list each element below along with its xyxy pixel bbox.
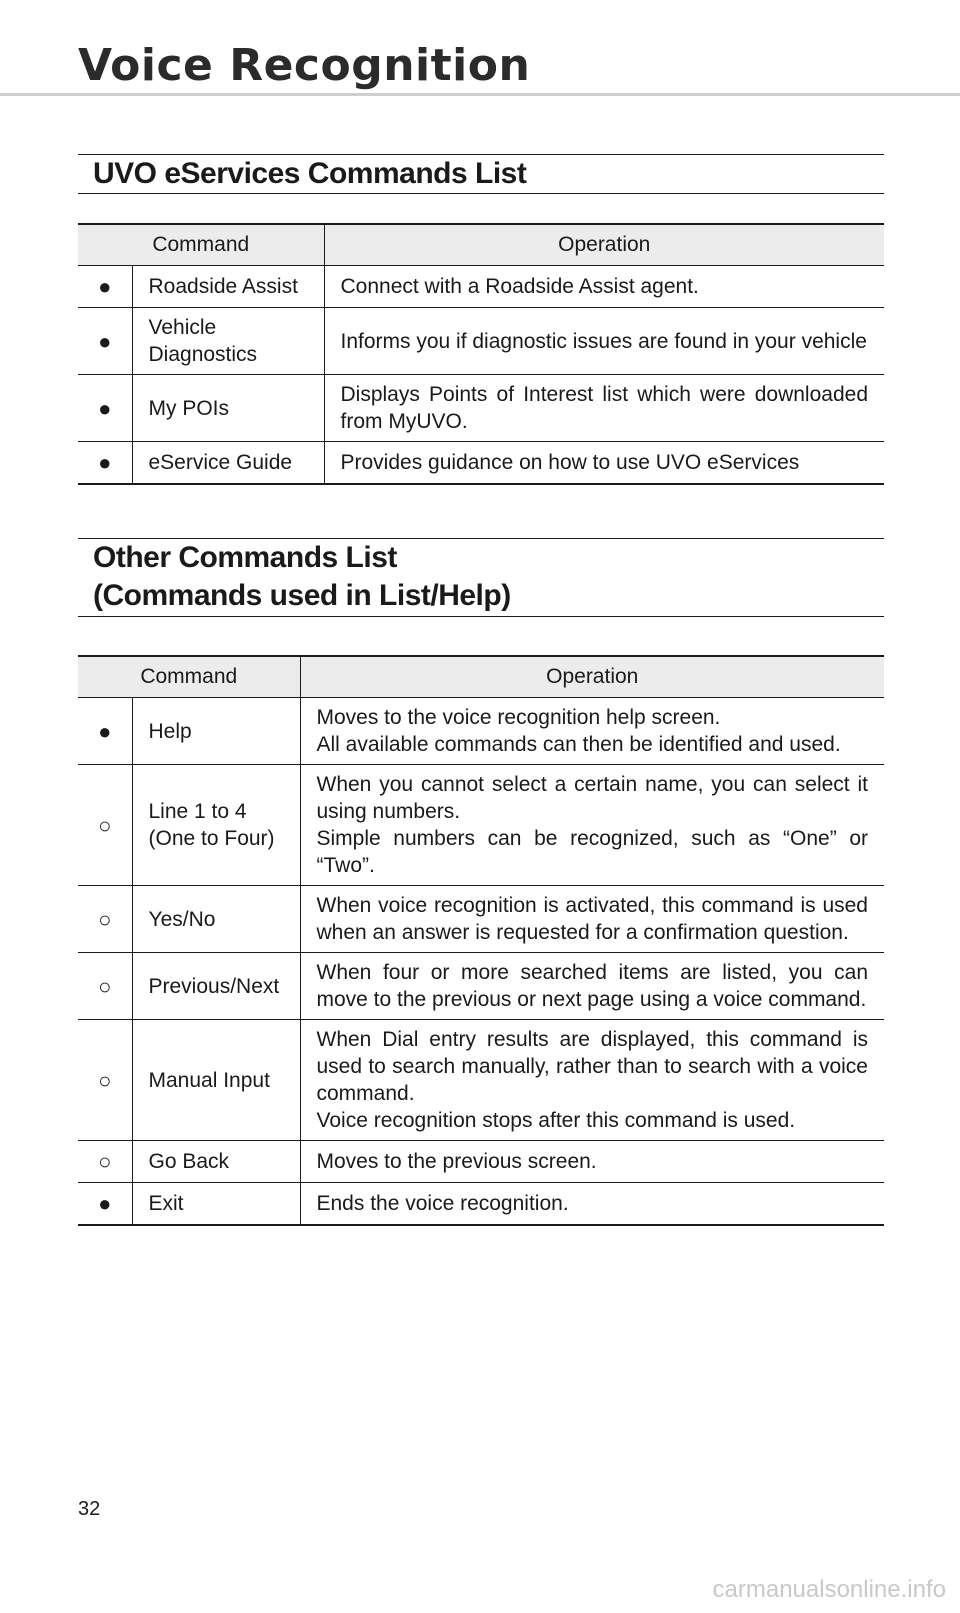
command-name-line: My POIs: [148, 396, 230, 420]
filled-circle-icon: ●: [78, 1183, 132, 1225]
command-name: [132, 1141, 300, 1183]
hollow-circle-icon: ○: [78, 953, 132, 1020]
operation-text: Displays Points of Interest list which were downloaded from MyUVO.: [340, 383, 868, 433]
command-name-line: Line 1 to 4: [148, 800, 247, 823]
command-name: [132, 886, 300, 953]
table-row: [78, 1020, 884, 1141]
other-commands-table: [78, 655, 884, 1226]
command-name-line: eService Guide: [148, 450, 293, 474]
command-operation: [300, 765, 884, 886]
operation-text: Moves to the previous screen.: [316, 1150, 597, 1173]
table-header-row: [78, 224, 884, 266]
operation-text: Moves to the voice recognition help screen.: [316, 706, 721, 729]
table-row: [78, 266, 884, 308]
watermark: carmanualsonline.info: [712, 1576, 946, 1603]
page-title: Voice Recognition: [78, 40, 531, 91]
column-header-command: Command: [78, 656, 300, 698]
table-row: [78, 886, 884, 953]
table-row: [78, 308, 884, 375]
operation-text: Ends the voice recognition.: [316, 1191, 569, 1215]
command-name-line: Go Back: [148, 1150, 230, 1173]
filled-circle-icon: ●: [78, 375, 132, 442]
command-operation: [324, 308, 884, 375]
table-row: [78, 375, 884, 442]
operation-text: Connect with a Roadside Assist agent.: [340, 275, 699, 298]
command-name-line: Roadside Assist: [148, 275, 298, 298]
column-header-command: Command: [78, 224, 324, 266]
hollow-circle-icon: ○: [78, 1141, 132, 1183]
section-heading-uvo-eservices: [78, 154, 884, 194]
command-name-line: Exit: [148, 1191, 184, 1215]
command-name-line: Diagnostics: [148, 343, 258, 366]
command-name: [132, 375, 324, 442]
command-operation: [300, 953, 884, 1020]
filled-circle-icon: ●: [78, 442, 132, 484]
command-operation: [300, 886, 884, 953]
command-operation: [300, 1183, 884, 1225]
table-row: [78, 1141, 884, 1183]
operation-text: When you cannot select a certain name, you can select it using numbers.: [316, 773, 868, 823]
hollow-circle-icon: ○: [78, 1020, 132, 1141]
table-row: [78, 953, 884, 1020]
command-name: [132, 698, 300, 765]
command-name: [132, 765, 300, 886]
uvo-eservices-commands-table: [78, 223, 884, 485]
column-header-operation: Operation: [324, 224, 884, 266]
command-name-line: Previous/Next: [148, 974, 280, 998]
operation-text: When Dial entry results are displayed, this command is used to search manually, rather than to search with a voice command.: [316, 1028, 868, 1105]
hollow-circle-icon: ○: [78, 886, 132, 953]
column-header-operation: Operation: [300, 656, 884, 698]
command-operation: [300, 1141, 884, 1183]
operation-text: Informs you if diagnostic issues are found in your vehicle: [340, 329, 867, 353]
command-name-line: Manual Input: [148, 1068, 270, 1092]
command-name-line: Help: [148, 719, 192, 743]
table-row: [78, 698, 884, 765]
hollow-circle-icon: ○: [78, 765, 132, 886]
command-name-line: (One to Four): [148, 827, 275, 850]
command-operation: [324, 266, 884, 308]
command-operation: [300, 698, 884, 765]
command-name: [132, 1020, 300, 1141]
operation-text: When four or more searched items are listed, you can move to the previous or next page using a voice command.: [316, 961, 868, 1011]
operation-text: Simple numbers can be recognized, such as “One” or “Two”.: [316, 827, 868, 877]
command-operation: [300, 1020, 884, 1141]
filled-circle-icon: ●: [78, 266, 132, 308]
command-operation: [324, 442, 884, 484]
command-name: [132, 442, 324, 484]
operation-text: Voice recognition stops after this command is used.: [316, 1109, 796, 1132]
section-heading-line: UVO eServices Commands List: [93, 157, 527, 190]
page-number: 32: [78, 1498, 101, 1520]
command-name: [132, 308, 324, 375]
command-operation: [324, 375, 884, 442]
operation-text: Provides guidance on how to use UVO eServices: [340, 450, 800, 474]
operation-text: When voice recognition is activated, this command is used when an answer is requested for a confirmation question.: [316, 894, 868, 944]
section-heading-line: (Commands used in List/Help): [93, 579, 511, 612]
section-heading-other-commands: [78, 538, 884, 617]
section-heading-line: Other Commands List: [93, 541, 397, 574]
table-row: [78, 765, 884, 886]
table-row: [78, 442, 884, 484]
table-row: [78, 1183, 884, 1225]
command-name-line: Yes/No: [148, 907, 216, 931]
command-name: [132, 953, 300, 1020]
operation-text: All available commands can then be identified and used.: [316, 733, 841, 756]
table-header-row: [78, 656, 884, 698]
command-name-line: Vehicle: [148, 316, 217, 339]
filled-circle-icon: ●: [78, 698, 132, 765]
filled-circle-icon: ●: [78, 308, 132, 375]
command-name: [132, 1183, 300, 1225]
command-name: [132, 266, 324, 308]
title-divider: [0, 93, 960, 96]
